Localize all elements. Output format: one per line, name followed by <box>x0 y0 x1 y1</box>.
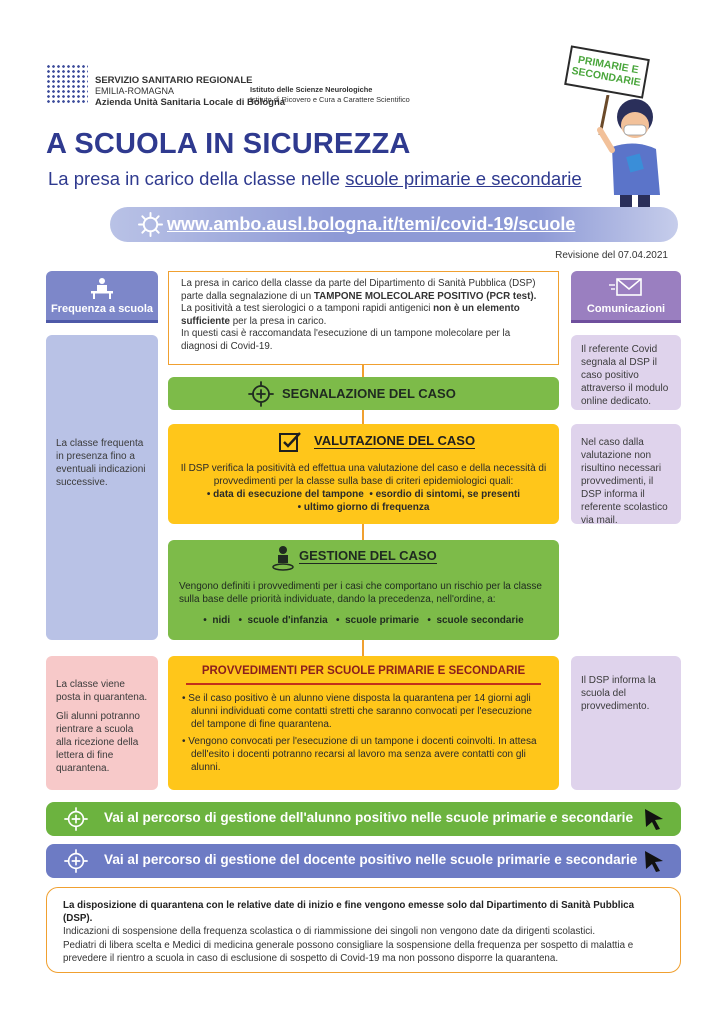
virus-icon <box>138 212 163 237</box>
cursor-arrow-icon <box>643 849 665 873</box>
frequency-box: La classe frequenta in presenza fino a eventuali indicazioni successive. <box>46 335 158 640</box>
page-subtitle: La presa in carico della classe nelle scuole primarie e secondarie <box>48 168 582 189</box>
person-icon <box>272 545 294 571</box>
frequency-header: Frequenza a scuola <box>46 271 158 323</box>
virus-plus-icon <box>64 849 88 873</box>
checkbox-icon <box>278 430 302 454</box>
step-valutazione: VALUTAZIONE DEL CASO Il DSP verifica la positività ed effettua una valutazione del caso e della necessità di provvedimenti per la classe sulla base di criteri epidemiologici quali: • data di esecuzione del tampone • esordio di sintomi, se presenti • ultimo giorno di frequenza <box>168 424 559 524</box>
docente-path-link[interactable]: Vai al percorso di gestione del docente positivo nelle scuole primarie e secondarie <box>46 844 681 878</box>
quarantine-box: La classe viene posta in quarantena. Gli alunni potranno rientrare a scuola alla ricezione della lettera di fine quarantena. <box>46 656 158 790</box>
website-link[interactable]: www.ambo.ausl.bologna.it/temi/covid-19/scuole <box>167 214 576 234</box>
step-provvedimenti: PROVVEDIMENTI PER SCUOLE PRIMARIE E SECONDARIE • Se il caso positivo è un alunno viene disposta la quarantena per 14 giorni agli alunni individuati come contatti stretti che saranno convocati per l'esecuzione del tampone di fine quarantena. • Vengono convocati per l'esecuzione di un tampone i docenti coinvolti. In attesa dell'esito i docenti potranno recarsi al lavoro ma senza avere contatti con gli alunni. <box>168 656 559 790</box>
virus-plus-icon <box>248 381 274 407</box>
communication-box-1: Il referente Covid segnala al DSP il caso positivo attraverso il modulo online dedicato. <box>571 335 681 410</box>
list-item: • Vengono convocati per l'esecuzione di un tampone i docenti coinvolti. In attesa dell'esito i docenti potranno recarsi al lavoro ma senza avere contatti con gli alunni. <box>182 736 537 773</box>
revision-date: Revisione del 07.04.2021 <box>555 250 668 261</box>
list-item: • Se il caso positivo è un alunno viene disposta la quarantena per 14 giorni agli alunni individuati come contatti stretti che saranno convocati per l'esecuzione del tampone di fine quarantena. <box>182 693 532 730</box>
school-desk-icon <box>89 277 115 299</box>
sign-illustration: PRIMARIE E SECONDARIE <box>564 45 650 98</box>
step-segnalazione: SEGNALAZIONE DEL CASO <box>168 377 559 410</box>
step-gestione: GESTIONE DEL CASO Vengono definiti i provvedimenti per i casi che comportano un rischio per la classe sulla base delle priorità individuate, dando la precedenza, nell'ordine, a: • nidi • scuole d'infanzia • scuole primarie • scuole secondarie <box>168 540 559 640</box>
org-name: SERVIZIO SANITARIO REGIONALE EMILIA-ROMAGNA Azienda Unità Sanitaria Locale di Bologna <box>95 75 286 108</box>
footer-note: La disposizione di quarantena con le relative date di inizio e fine vengono emesse solo dal Dipartimento di Sanità Pubblica (DSP). Indicazioni di sospensione della frequenza scolastica o di riammissione dei singoli non vengono date da dirigenti scolastici. Pediatri di libera scelta e Medici di medicina generale possono consigliare la sospensione della frequenza per sospetto di malattia e prevedere il rientro a scuola in caso di esclusione di sospetto di Covid-19 ma non possono disporre la quarantena. <box>46 887 681 973</box>
page-title: A SCUOLA IN SICUREZZA <box>46 128 411 160</box>
subtitle-link[interactable]: scuole primarie e secondarie <box>345 168 582 189</box>
mail-icon <box>609 277 643 299</box>
communication-box-3: Il DSP informa la scuola del provvedimento. <box>571 656 681 790</box>
virus-plus-icon <box>64 807 88 831</box>
communications-header: Comunicazioni <box>571 271 681 323</box>
intro-box: La presa in carico della classe da parte del Dipartimento di Sanità Pubblica (DSP) parte dalla segnalazione di un TAMPONE MOLECOLARE POSITIVO (PCR test). La positività a test sierologici o a tamponi rapidi antigenici non è un elemento sufficiente per la presa in carico. In questi casi è raccomandata l'esecuzione di un tampone molecolare per la diagnosi di Covid-19. <box>168 271 559 365</box>
institute-name: Istituto delle Scienze Neurologiche Istituto di Ricovero e Cura a Carattere Scientifico <box>250 85 410 104</box>
ssr-logo-icon <box>46 64 88 104</box>
cursor-arrow-icon <box>643 807 665 831</box>
alunno-path-link[interactable]: Vai al percorso di gestione dell'alunno positivo nelle scuole primarie e secondarie <box>46 802 681 836</box>
communication-box-2: Nel caso dalla valutazione non risultino necessari provvedimenti, il DSP informa il referente scolastico via mail. <box>571 424 681 524</box>
url-bar[interactable] <box>110 207 678 242</box>
